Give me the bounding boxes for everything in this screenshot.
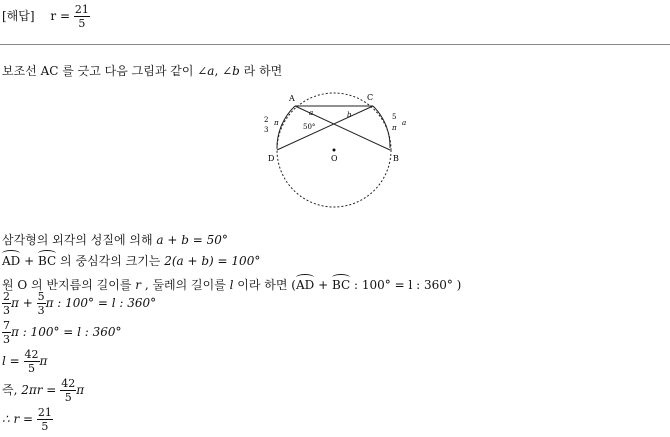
arc-ad-pi: π — [274, 119, 279, 127]
circle-figure — [255, 88, 415, 208]
point-c-label: C — [367, 93, 374, 102]
point-b-label: B — [393, 154, 399, 163]
intro-comma: , — [214, 64, 223, 78]
solution-line-7 — [2, 378, 84, 403]
line3-text: 원 O 의 반지름의 길이를 — [2, 278, 136, 292]
answer-denominator: 5 — [78, 17, 86, 30]
chord-cd — [277, 106, 373, 150]
arc-ad-numerator: 2 — [264, 116, 269, 124]
answer-numerator: 21 — [74, 3, 89, 16]
arc-bc — [373, 106, 390, 148]
angle-b: ∠b — [222, 64, 240, 78]
answer-line — [2, 4, 90, 29]
line8-fraction — [37, 407, 53, 432]
line3-mid: , 둘레의 길이를 — [141, 278, 230, 292]
solution-line-8 — [2, 407, 53, 432]
angle-b-mark: b — [347, 111, 352, 119]
answer-label: [해답] — [2, 9, 35, 23]
angle-a: ∠a — [197, 64, 215, 78]
arc-bc-label: 5 — [392, 113, 397, 121]
section-divider — [0, 44, 670, 45]
line3-rest: 이라 하면 ( — [233, 278, 296, 292]
point-d-label: D — [268, 154, 275, 163]
line6-num: 42 — [24, 348, 39, 361]
intro-text: 보조선 AC 를 긋고 다음 그림과 같이 — [2, 64, 198, 78]
line6-fraction — [24, 349, 40, 374]
line8-lhs: ∴ r = — [2, 412, 34, 426]
center-point — [333, 149, 336, 152]
line1-math: a + b = 50° — [156, 233, 228, 247]
arc-bc-pi: π — [392, 124, 397, 132]
line7-den: 5 — [64, 391, 72, 404]
line7-text: 즉, — [2, 383, 22, 397]
solution-line-5 — [2, 320, 122, 345]
line4-num2: 5 — [37, 290, 45, 303]
arc-bc-symbol: BC — [37, 254, 57, 268]
figure-label-a: a — [402, 119, 407, 127]
line7-lhs: 2πr = — [21, 383, 57, 397]
line2-text: 의 중심각의 크기는 — [56, 254, 165, 268]
line3-r: r — [135, 278, 141, 292]
line4-fraction-1 — [2, 291, 11, 316]
intro-line — [2, 62, 282, 79]
point-a-label: A — [289, 94, 295, 103]
line5-fraction — [2, 320, 11, 345]
line4-num1: 2 — [3, 290, 10, 303]
line1-text: 삼각형의 외각의 성질에 의해 — [2, 233, 157, 247]
line8-den: 5 — [41, 420, 49, 433]
line2-math: 2(a + b) = 100° — [164, 254, 261, 268]
line3-ratio: : 100° = l : 360° ) — [350, 278, 462, 292]
intro-text-after: 라 하면 — [239, 64, 283, 78]
arc-ad — [277, 106, 295, 148]
line7-fraction — [60, 378, 76, 403]
line5-rest: π : 100° = l : 360° — [11, 325, 122, 339]
line7-pi: π — [76, 383, 85, 397]
line5-den: 3 — [3, 333, 10, 346]
solution-line-6 — [2, 349, 47, 374]
line4-den1: 3 — [3, 304, 10, 317]
line8-num: 21 — [37, 406, 52, 419]
answer-fraction — [74, 4, 90, 29]
center-o-label: O — [331, 154, 338, 163]
line3-l: l — [229, 278, 234, 292]
line7-num: 42 — [61, 377, 76, 390]
arc-ad-symbol: AD — [2, 254, 21, 268]
solution-line-1 — [2, 231, 228, 248]
solution-line-4 — [2, 291, 156, 316]
answer-lhs: r = — [50, 9, 70, 23]
line6-lhs: l = — [2, 354, 20, 368]
line6-den: 5 — [28, 362, 36, 375]
arc-ad-denominator: 3 — [264, 126, 269, 134]
solution-line-2 — [2, 252, 260, 269]
angle-50-label: 50° — [303, 123, 316, 131]
line3-plus: + — [314, 278, 332, 292]
line4-den2: 3 — [37, 304, 45, 317]
line6-pi: π — [39, 354, 48, 368]
line4-rest: π : 100° = l : 360° — [45, 296, 157, 310]
line2-plus: + — [20, 254, 38, 268]
line4-fraction-2 — [37, 291, 46, 316]
line4-pi-plus: π + — [11, 296, 37, 310]
line3-arc-bc: BC — [331, 278, 351, 292]
line3-arc-ad: AD — [295, 278, 315, 292]
line5-num: 7 — [3, 319, 10, 332]
angle-a-mark: a — [309, 109, 314, 117]
